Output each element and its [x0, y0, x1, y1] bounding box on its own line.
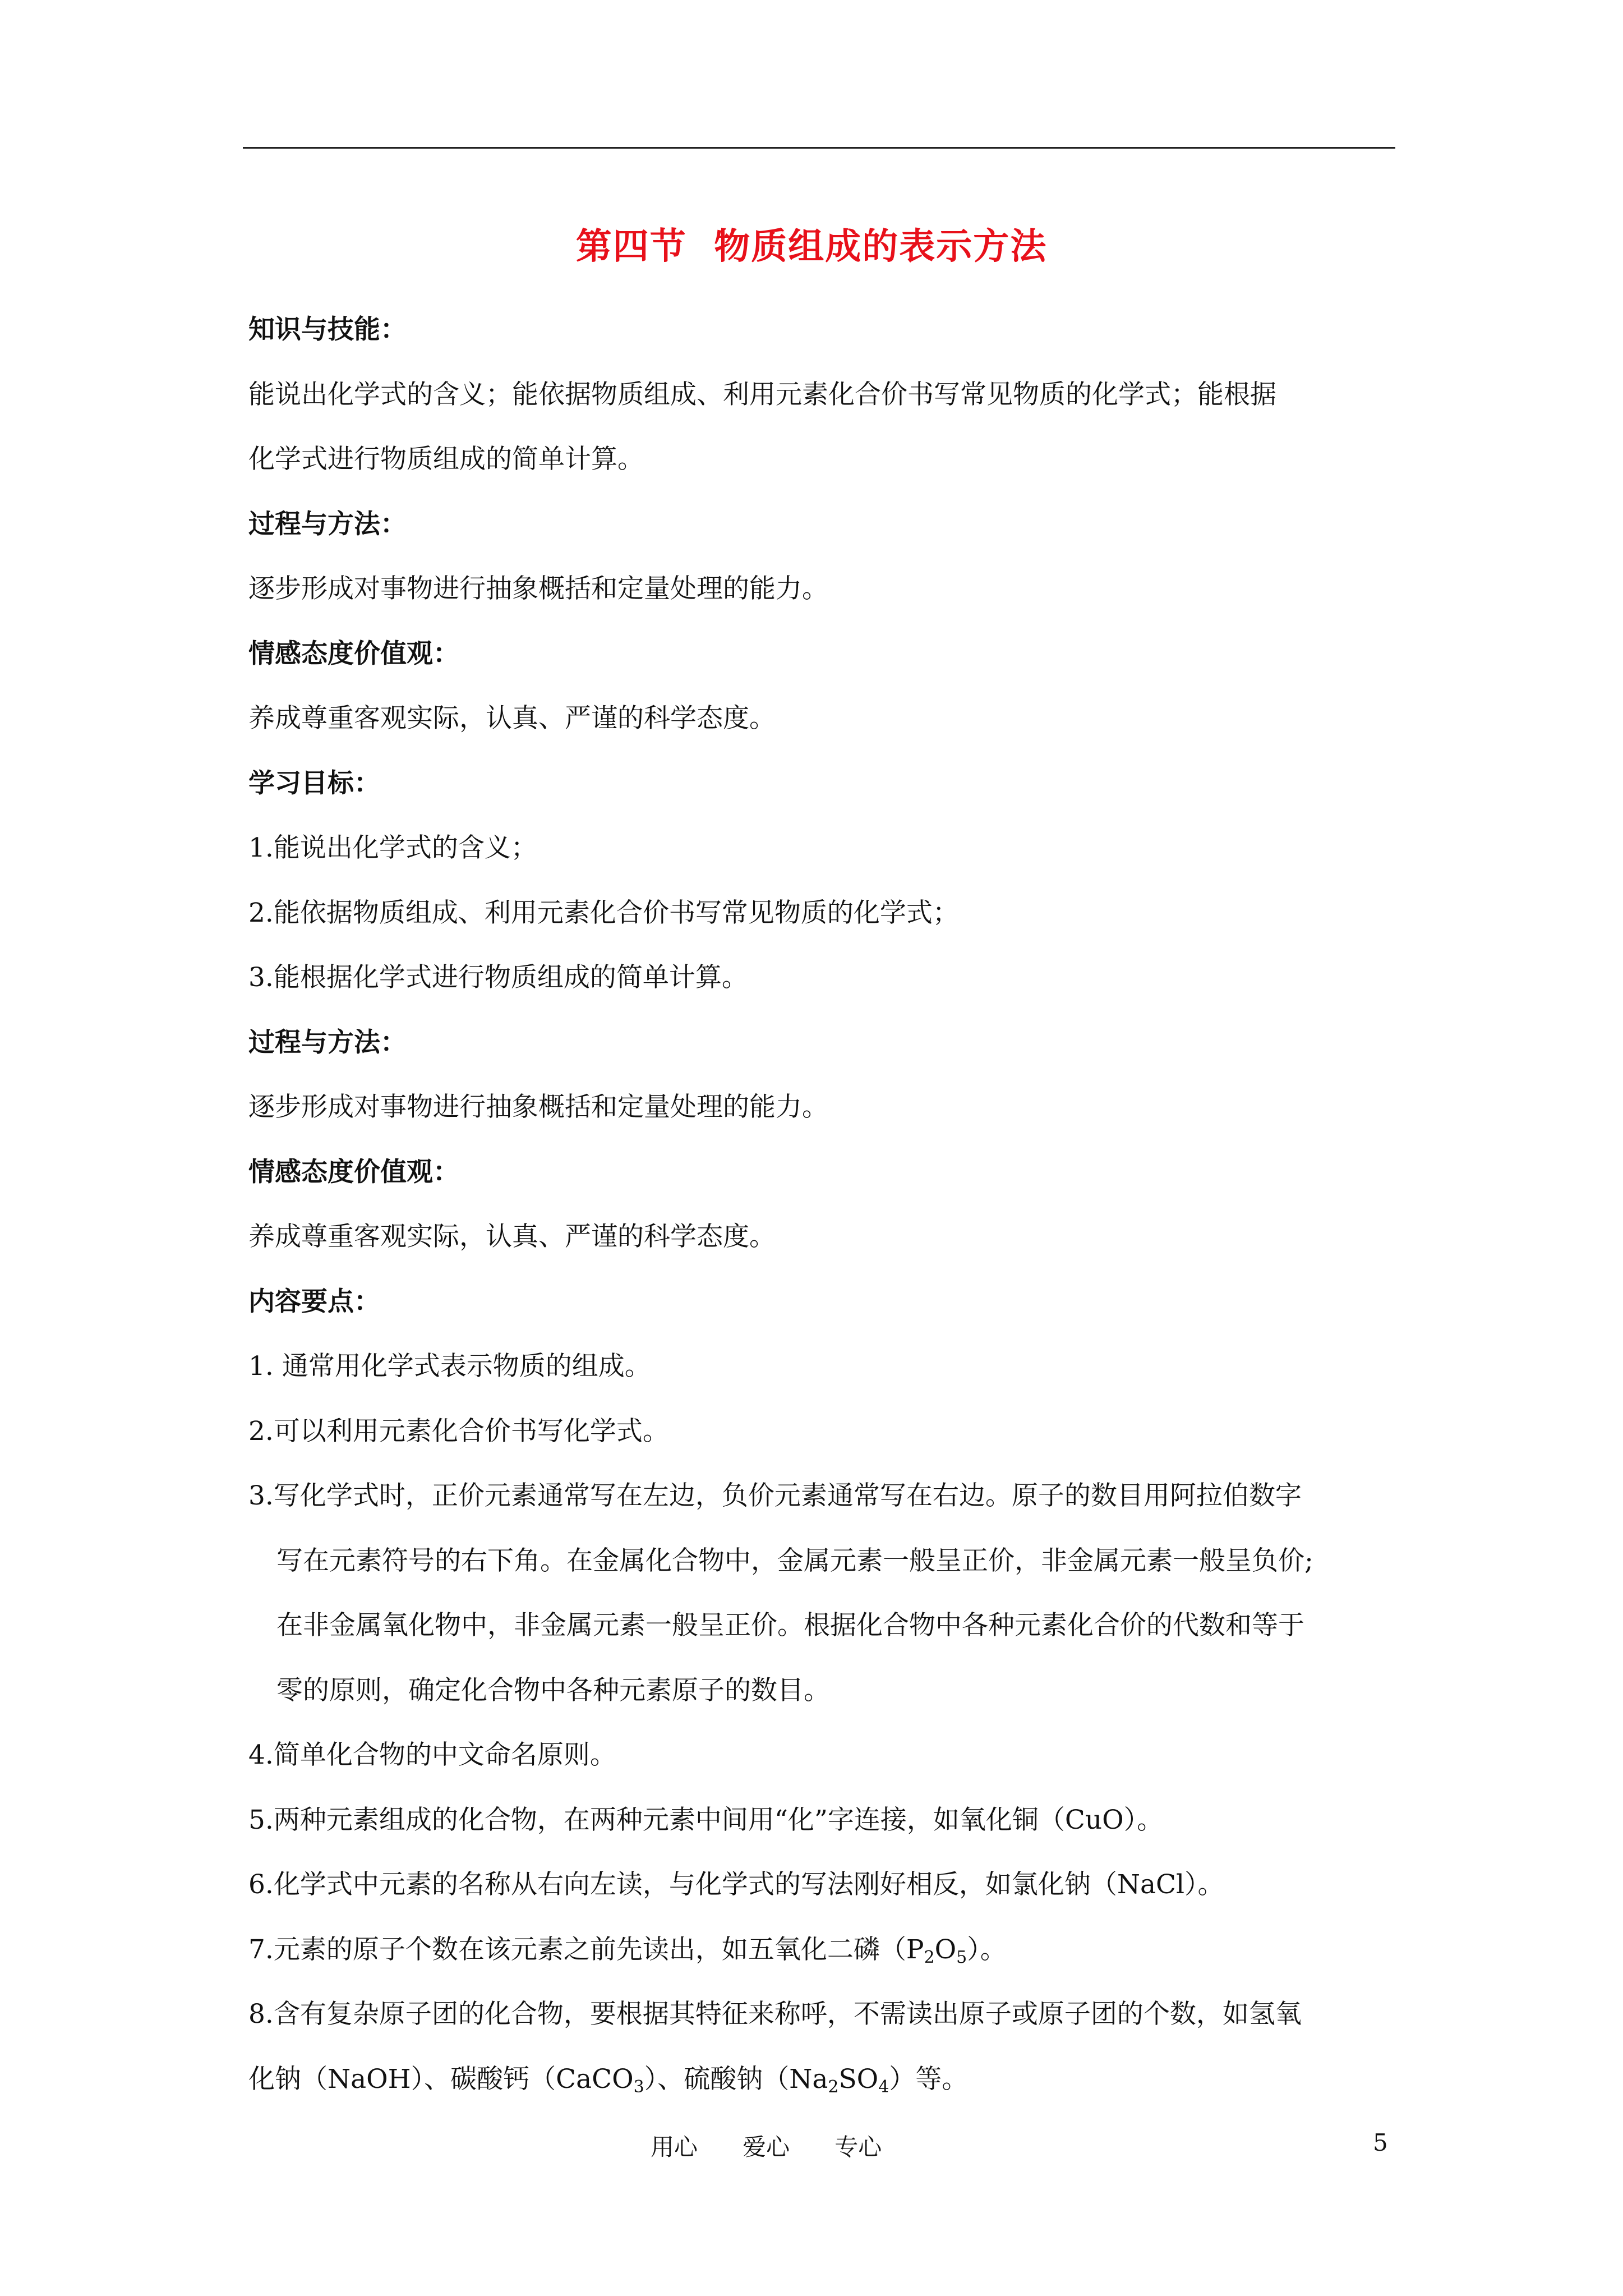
subscript-p: 2: [924, 1947, 935, 1967]
key-point-3-line-4: 零的原则，确定化合物中各种元素原子的数目。: [276, 1674, 830, 1706]
knowledge-heading: 知识与技能：: [248, 314, 407, 345]
subscript-so4: 4: [878, 2077, 889, 2097]
key-point-8-text-b: ）、硫酸钠（Na: [644, 2063, 828, 2095]
page-title: 第四节 物质组成的表示方法: [575, 226, 1048, 268]
key-point-1: 1. 通常用化学式表示物质的组成。: [248, 1351, 651, 1382]
key-point-7: [248, 1917, 1404, 1982]
key-point-8-line-2: [248, 2047, 1404, 2112]
goal-item-3: 3.能根据化学式进行物质组成的简单计算。: [248, 962, 748, 993]
key-point-8-text-a: 化钠（NaOH）、碳酸钙（CaCO: [248, 2063, 634, 2095]
document-body: [248, 297, 1404, 2111]
emotion-text: 养成尊重客观实际，认真、严谨的科学态度。: [248, 703, 776, 734]
page-number: 5: [1373, 2129, 1388, 2156]
process-text-repeat: 逐步形成对事物进行抽象概括和定量处理的能力。: [248, 1092, 828, 1122]
page-footer: [0, 2129, 1623, 2162]
key-point-8-line-1: 8.含有复杂原子团的化合物，要根据其特征来称呼，不需读出原子或原子团的个数，如氢氧: [248, 1999, 1302, 2030]
footer-motto: 用心 爱心 专心: [651, 2133, 882, 2161]
key-point-4: 4.简单化合物的中文命名原则。: [248, 1740, 616, 1770]
subscript-caco3: 3: [633, 2077, 644, 2097]
subscript-na2: 2: [828, 2077, 839, 2097]
key-point-5: 5.两种元素组成的化合物，在两种元素中间用“化”字连接，如氧化铜（CuO）。: [248, 1804, 1164, 1835]
key-point-7-text-b: O: [934, 1934, 957, 1965]
key-point-8-text-d: ）等。: [889, 2063, 969, 2095]
emotion-text-repeat: 养成尊重客观实际，认真、严谨的科学态度。: [248, 1221, 776, 1252]
goal-item-2: 2.能依据物质组成、利用元素化合价书写常见物质的化学式；: [248, 897, 959, 928]
key-point-3-line-1: 3.写化学式时，正价元素通常写在左边，负价元素通常写在右边。原子的数目用阿拉伯数字: [248, 1480, 1302, 1511]
key-point-3-line-3: 在非金属氧化物中，非金属元素一般呈正价。根据化合物中各种元素化合价的代数和等于: [276, 1610, 1304, 1641]
key-point-7-text-c: ）。: [967, 1934, 1007, 1965]
knowledge-text-line-1: 能说出化学式的含义；能依据物质组成、利用元素化合价书写常见物质的化学式；能根据: [248, 379, 1276, 410]
knowledge-text-line-2: 化学式进行物质组成的简单计算。: [248, 444, 644, 475]
goal-item-1: 1.能说出化学式的含义；: [248, 832, 537, 863]
header-rule: [243, 147, 1395, 149]
key-point-7-text-a: 7.元素的原子个数在该元素之前先读出，如五氧化二磷（P: [248, 1934, 924, 1965]
key-point-8-text-c: SO: [838, 2063, 879, 2095]
emotion-heading: 情感态度价值观：: [248, 638, 459, 669]
key-point-2: 2.可以利用元素化合价书写化学式。: [248, 1415, 669, 1447]
key-point-3-line-2: 写在元素符号的右下角。在金属化合物中，金属元素一般呈正价，非金属元素一般呈负价;: [276, 1545, 1313, 1576]
process-heading: 过程与方法：: [248, 508, 407, 540]
key-point-6: 6.化学式中元素的名称从右向左读，与化学式的写法刚好相反，如氯化钠（NaCl）。: [248, 1869, 1224, 1900]
subscript-o: 5: [956, 1947, 967, 1967]
goals-heading: 学习目标：: [248, 767, 380, 799]
process-heading-repeat: 过程与方法：: [248, 1027, 407, 1058]
key-points-heading: 内容要点：: [248, 1286, 380, 1317]
emotion-heading-repeat: 情感态度价值观：: [248, 1156, 459, 1188]
process-text: 逐步形成对事物进行抽象概括和定量处理的能力。: [248, 573, 828, 604]
